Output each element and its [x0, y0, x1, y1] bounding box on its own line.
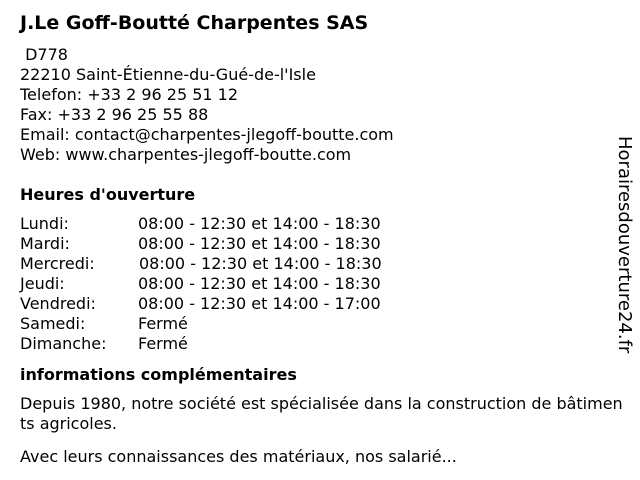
day-label: Dimanche:	[20, 334, 107, 353]
time-value: Fermé	[138, 334, 188, 353]
hours-row-thursday	[20, 274, 630, 294]
hours-row-monday	[20, 214, 630, 234]
time-value: Fermé	[138, 314, 188, 333]
time-value: 08:00 - 12:30 et 14:00 - 18:30	[138, 234, 381, 253]
day-label: Jeudi:	[20, 274, 65, 293]
time-value: 08:00 - 12:30 et 14:00 - 17:00	[138, 294, 381, 313]
day-label: Mercredi:	[20, 254, 95, 273]
web-line: Web: www.charpentes-jlegoff-boutte.com	[20, 145, 352, 164]
hours-row-friday	[20, 294, 630, 314]
time-value: 08:00 - 12:30 et 14:00 - 18:30	[138, 274, 381, 293]
address-city: 22210 Saint-Étienne-du-Gué-de-l'Isle	[20, 65, 316, 84]
site-watermark: Horairesdouverture24.fr	[614, 136, 635, 354]
company-name: J.Le Goff-Boutté Charpentes SAS	[20, 12, 369, 34]
phone-line: Telefon: +33 2 96 25 51 12	[20, 85, 239, 104]
email-line: Email: contact@charpentes-jlegoff-boutte.com	[20, 125, 394, 144]
opening-hours-table	[20, 214, 630, 354]
description-excerpt: Avec leurs connaissances des matériaux, nos salarié...	[20, 447, 457, 466]
day-label: Samedi:	[20, 314, 86, 333]
hours-row-wednesday	[20, 254, 630, 274]
contact-block	[20, 45, 630, 165]
day-label: Vendredi:	[20, 294, 96, 313]
description-paragraph: Depuis 1980, notre société est spécialisée dans la construction de bâtiments agricoles.	[20, 394, 623, 433]
time-value: 08:00 - 12:30 et 14:00 - 18:30	[139, 254, 382, 273]
time-value: 08:00 - 12:30 et 14:00 - 18:30	[138, 214, 381, 233]
company-details	[20, 0, 630, 467]
hours-row-saturday	[20, 314, 630, 334]
day-label: Lundi:	[20, 214, 69, 233]
hours-heading: Heures d'ouverture	[20, 185, 196, 204]
fax-line: Fax: +33 2 96 25 55 88	[20, 105, 209, 124]
info-heading: informations complémentaires	[20, 365, 297, 384]
address-street: D778	[20, 45, 68, 64]
hours-row-tuesday	[20, 234, 630, 254]
hours-row-sunday	[20, 334, 630, 354]
day-label: Mardi:	[20, 234, 70, 253]
